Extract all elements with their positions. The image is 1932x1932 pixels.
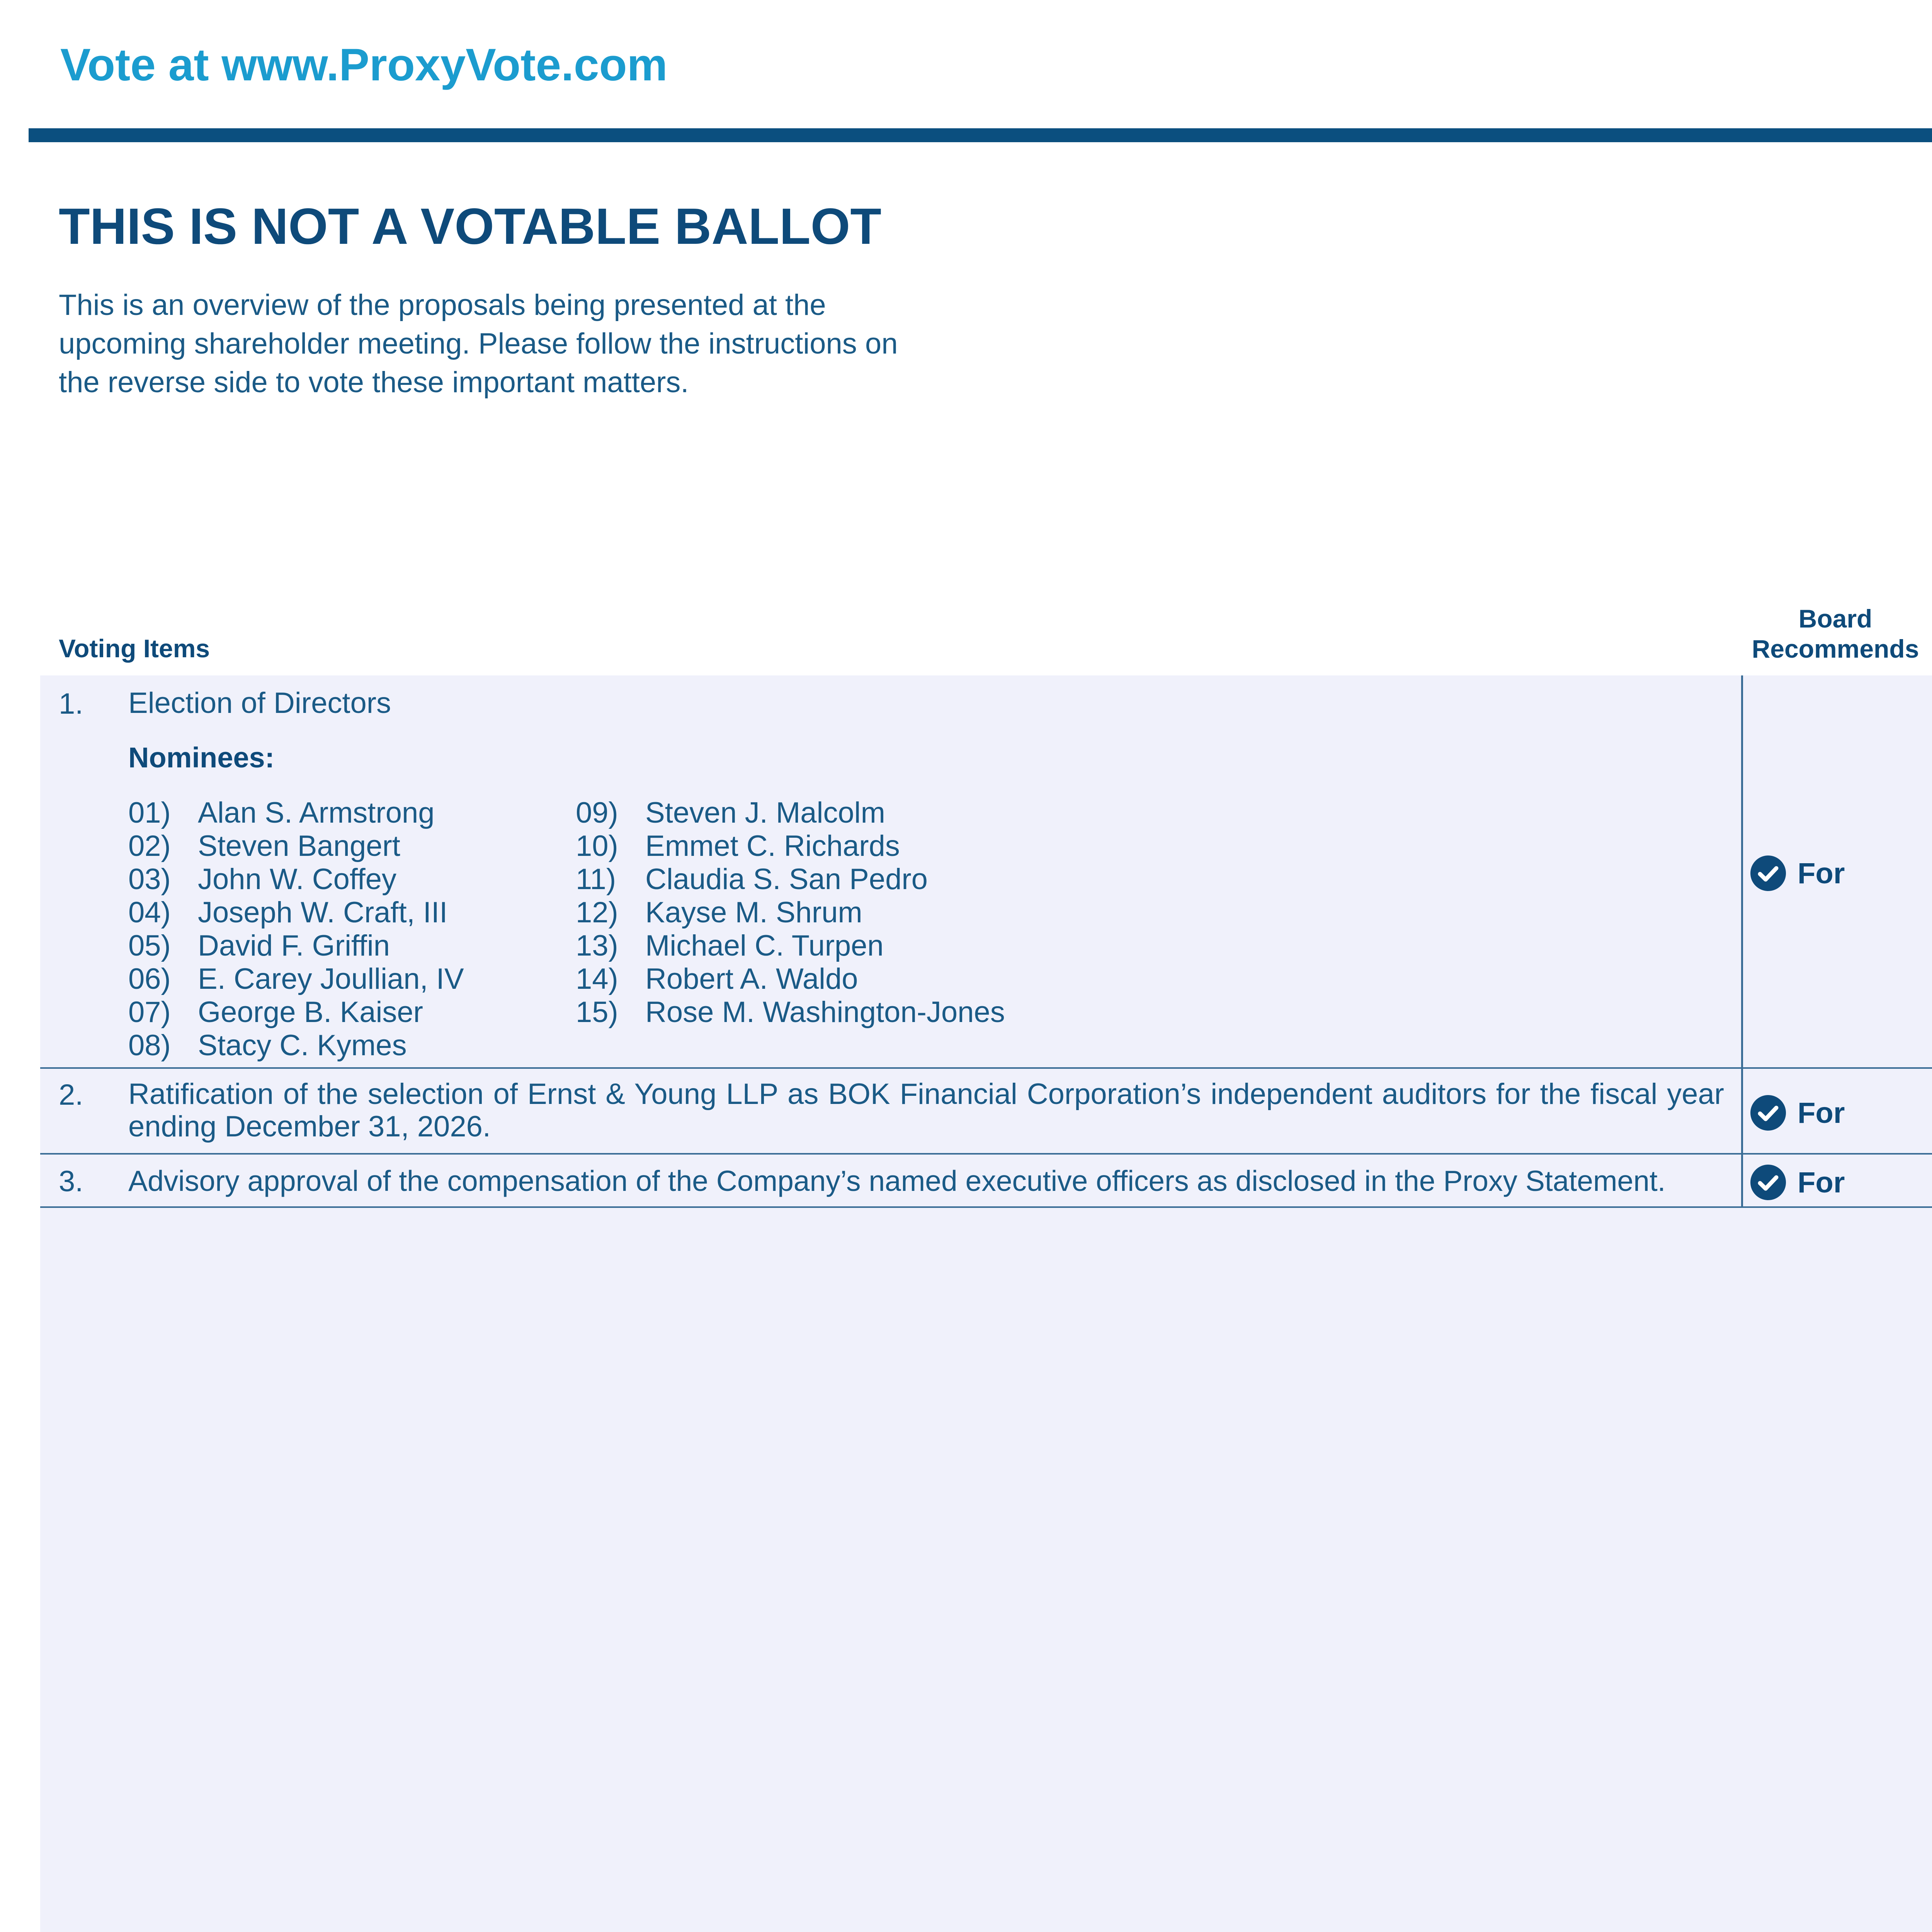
nominee-name: George B. Kaiser bbox=[198, 996, 423, 1029]
recommendation-item-1 bbox=[1750, 855, 1845, 891]
recommendation-label: For bbox=[1798, 857, 1845, 890]
nominee-name: Emmet C. Richards bbox=[645, 830, 900, 862]
item-number: 2. bbox=[59, 1078, 83, 1111]
recommendation-item-3 bbox=[1750, 1165, 1845, 1200]
voting-items-header: Voting Items bbox=[59, 634, 210, 663]
check-circle-icon bbox=[1750, 1165, 1786, 1200]
nominee-number: 08) bbox=[128, 1029, 171, 1062]
nominee-number: 04) bbox=[128, 896, 171, 929]
nominee-number: 06) bbox=[128, 963, 171, 995]
item-text: Advisory approval of the compensation of the Company’s named executive officers as disclosed in the Proxy Statement. bbox=[128, 1165, 1666, 1197]
nominee-name: Stacy C. Kymes bbox=[198, 1029, 407, 1062]
item-text: Election of Directors bbox=[128, 687, 391, 719]
intro-line: the reverse side to vote these important matters. bbox=[59, 366, 689, 399]
nominee-name: Robert A. Waldo bbox=[645, 963, 858, 995]
nominee-number: 09) bbox=[576, 796, 618, 829]
header-rule bbox=[29, 128, 1932, 142]
board-header-line: Recommends bbox=[1752, 634, 1919, 663]
nominee-name: Rose M. Washington-Jones bbox=[645, 996, 1005, 1029]
page-title: THIS IS NOT A VOTABLE BALLOT bbox=[59, 198, 882, 255]
nominee-number: 05) bbox=[128, 929, 171, 962]
nominee-name: Michael C. Turpen bbox=[645, 929, 884, 962]
nominee-name: Steven Bangert bbox=[198, 830, 400, 862]
nominee-number: 01) bbox=[128, 796, 171, 829]
row-divider bbox=[40, 1206, 1932, 1208]
nominee-name: E. Carey Joullian, IV bbox=[198, 963, 464, 995]
nominee-number: 03) bbox=[128, 863, 171, 896]
check-circle-icon bbox=[1750, 1095, 1786, 1131]
check-circle-icon bbox=[1750, 855, 1786, 891]
row-divider bbox=[40, 1067, 1932, 1069]
item-text: Ratification of the selection of Ernst & Young LLP as BOK Financial Corporation’s independent auditors for the fiscal year ending December 31, 2026. bbox=[128, 1078, 1724, 1143]
intro-line: This is an overview of the proposals being presented at the bbox=[59, 289, 826, 321]
header-url[interactable]: Vote at www.ProxyVote.com bbox=[60, 39, 668, 90]
recommendation-label: For bbox=[1798, 1096, 1845, 1129]
nominee-number: 14) bbox=[576, 963, 618, 995]
nominee-name: Kayse M. Shrum bbox=[645, 896, 862, 929]
nominee-name: David F. Griffin bbox=[198, 929, 390, 962]
board-recommends-header bbox=[1727, 604, 1932, 664]
nominee-number: 07) bbox=[128, 996, 171, 1029]
intro-line: upcoming shareholder meeting. Please follow the instructions on bbox=[59, 327, 898, 360]
item-number: 1. bbox=[59, 687, 83, 720]
recommendation-label: For bbox=[1798, 1166, 1845, 1199]
nominees-label: Nominees: bbox=[128, 742, 275, 774]
nominee-number: 10) bbox=[576, 830, 618, 862]
nominee-name: Alan S. Armstrong bbox=[198, 796, 435, 829]
nominee-number: 02) bbox=[128, 830, 171, 862]
nominee-name: Joseph W. Craft, III bbox=[198, 896, 448, 929]
recommendation-item-2 bbox=[1750, 1095, 1845, 1131]
item-number: 3. bbox=[59, 1165, 83, 1198]
intro-text bbox=[59, 286, 1025, 402]
nominee-number: 13) bbox=[576, 929, 618, 962]
nominee-number: 15) bbox=[576, 996, 618, 1029]
nominee-number: 12) bbox=[576, 896, 618, 929]
column-divider bbox=[1741, 675, 1743, 1207]
board-header-line: Board bbox=[1798, 604, 1872, 633]
nominee-number: 11) bbox=[576, 863, 616, 896]
row-divider bbox=[40, 1153, 1932, 1155]
nominee-name: Steven J. Malcolm bbox=[645, 796, 885, 829]
nominee-name: Claudia S. San Pedro bbox=[645, 863, 928, 896]
nominee-name: John W. Coffey bbox=[198, 863, 396, 896]
